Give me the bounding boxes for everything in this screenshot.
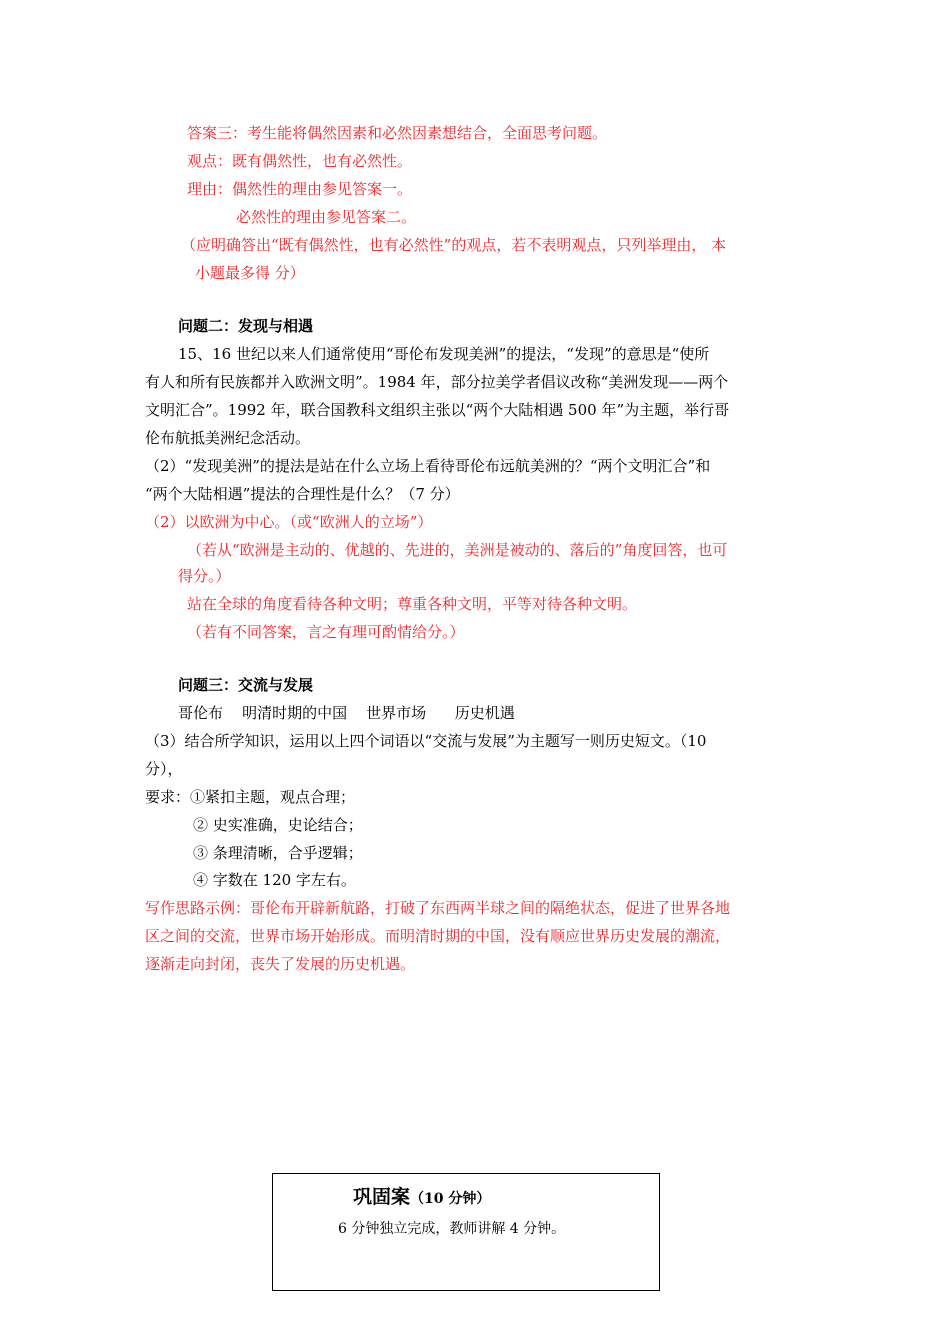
example-line: 区之间的交流，世界市场开始形成。而明清时期的中国，没有顺应世界历史发展的潮流， bbox=[145, 927, 731, 945]
scoring-note-line: （应明确答出“既有偶然性，也有必然性”的观点，若不表明观点，只列举理由， 本 bbox=[181, 236, 727, 254]
answer-line: 站在全球的角度看待各种文明；尊重各种文明，平等对待各种文明。 bbox=[187, 595, 638, 613]
answer-three-line: 答案三：考生能将偶然因素和必然因素想结合，全面思考问题。 bbox=[187, 124, 608, 142]
example-line: 写作思路示例：哥伦布开辟新航路，打破了东西两半球之间的隔绝状态，促进了世界各地 bbox=[145, 899, 731, 917]
consolidation-title bbox=[353, 1182, 490, 1209]
answer-reason-line: 理由：偶然性的理由参见答案一。 bbox=[187, 180, 413, 198]
consolidation-instruction: 6 分钟独立完成，教师讲解 4 分钟。 bbox=[338, 1221, 566, 1237]
answer-line: （若从“欧洲是主动的、优越的、先进的，美洲是被动的、落后的”角度回答，也可 bbox=[187, 541, 728, 559]
question-line: （2）“发现美洲”的提法是站在什么立场上看待哥伦布远航美洲的？“两个文明汇合”和 bbox=[145, 457, 711, 475]
passage-line: 伦布航抵美洲纪念活动。 bbox=[145, 429, 311, 447]
scoring-note-line-2: 小题最多得 分） bbox=[195, 264, 305, 282]
answer-line: （2）以欧洲为中心。（或“欧洲人的立场”） bbox=[145, 513, 433, 531]
answer-reason-line-2: 必然性的理由参见答案二。 bbox=[236, 208, 417, 226]
answer-line: （若有不同答案，言之有理可酌情给分。） bbox=[187, 623, 465, 641]
passage-line: 15、16 世纪以来人们通常使用“哥伦布发现美洲”的提法，“发现”的意思是“使所 bbox=[178, 345, 710, 363]
keyword-list: 哥伦布 明清时期的中国 世界市场 历史机遇 bbox=[178, 704, 515, 722]
passage-line: 文明汇合”。1992 年，联合国教科文组织主张以“两个大陆相遇 500 年”为主题，举行哥 bbox=[145, 401, 730, 419]
requirement-line: ③ 条理清晰，合乎逻辑； bbox=[193, 844, 363, 862]
answer-view-line: 观点：既有偶然性，也有必然性。 bbox=[187, 152, 413, 170]
requirement-line: ④ 字数在 120 字左右。 bbox=[193, 871, 356, 889]
question-line: 分）， bbox=[145, 760, 183, 778]
example-line: 逐渐走向封闭，丧失了发展的历史机遇。 bbox=[145, 955, 416, 973]
requirement-line: ② 史实准确，史论结合； bbox=[193, 816, 363, 834]
consolidation-title-text: 巩固案 bbox=[353, 1186, 411, 1208]
question-line: “两个大陆相遇”提法的合理性是什么？（7 分） bbox=[145, 485, 460, 503]
question-line: （3）结合所学知识，运用以上四个词语以“交流与发展”为主题写一则历史短文。（10 bbox=[145, 732, 707, 750]
consolidation-duration: （10 分钟） bbox=[410, 1191, 491, 1207]
requirement-line: 要求：①紧扣主题，观点合理； bbox=[145, 788, 356, 806]
question-two-title: 问题二：发现与相遇 bbox=[178, 317, 314, 335]
question-three-title: 问题三：交流与发展 bbox=[178, 676, 314, 694]
consolidation-box bbox=[272, 1173, 660, 1291]
answer-line: 得分。） bbox=[178, 567, 231, 585]
passage-line: 有人和所有民族都并入欧洲文明”。1984 年，部分拉美学者倡议改称“美洲发现——两个 bbox=[145, 373, 729, 391]
